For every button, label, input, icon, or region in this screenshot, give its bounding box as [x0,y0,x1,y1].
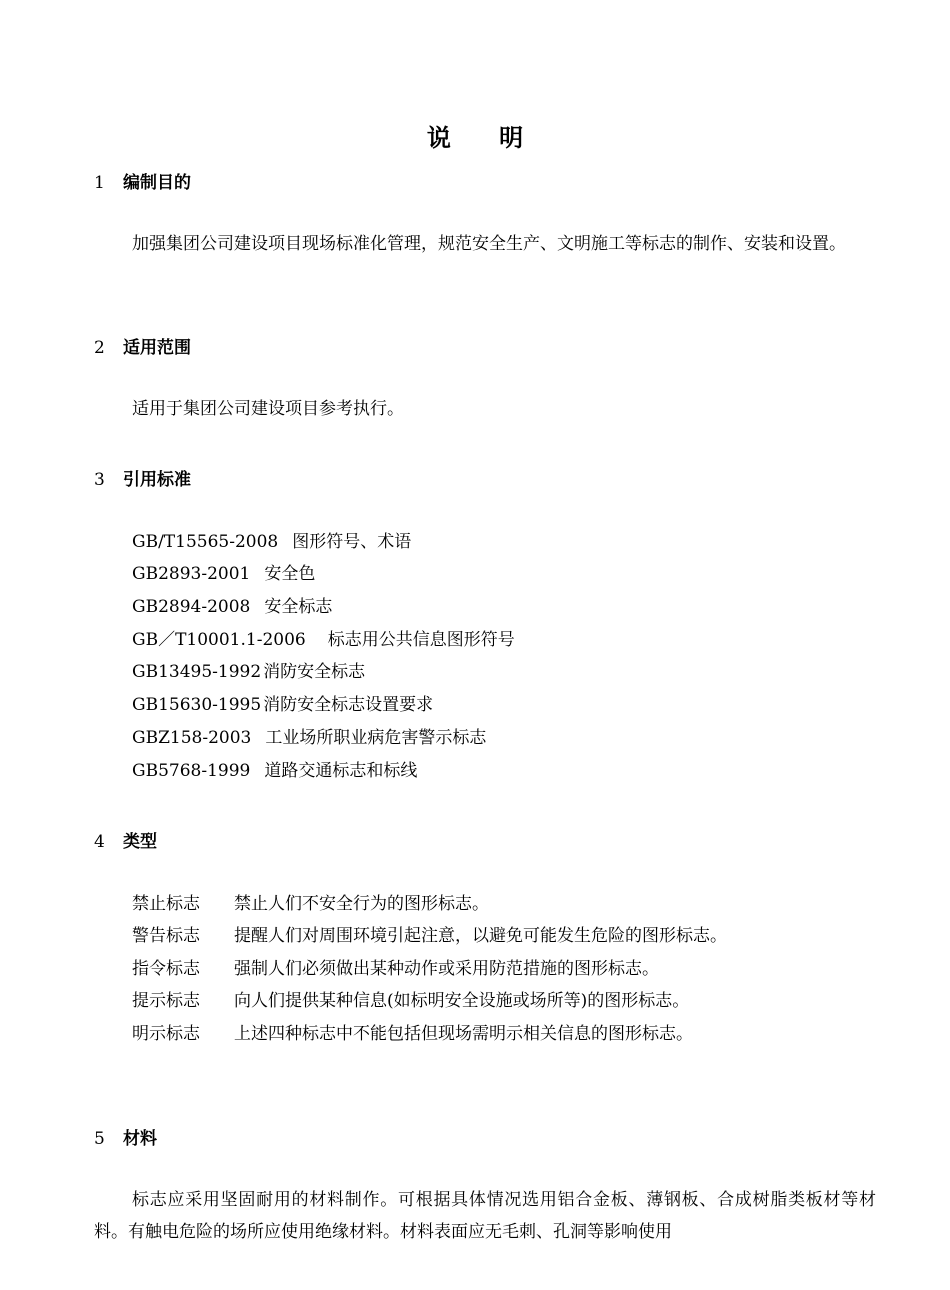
standard-name: 安全标志 [264,597,333,617]
section-heading-1 [94,168,191,193]
type-name: 警告标志 [132,926,200,946]
type-name: 提示标志 [132,991,200,1011]
section-heading-5 [94,1124,157,1149]
type-name: 禁止标志 [132,894,200,914]
type-description: 向人们提供某种信息(如标明安全设施或场所等)的图形标志。 [234,991,690,1011]
section-title: 引用标准 [123,470,191,490]
section-heading-3 [94,465,191,490]
standard-item [132,722,486,754]
type-item [132,953,659,985]
section-number: 4 [94,832,105,852]
standard-item [132,656,365,688]
standard-item [132,755,417,787]
standard-name: 道路交通标志和标线 [264,761,418,781]
type-item [132,985,689,1017]
type-name: 明示标志 [132,1024,200,1044]
standard-name: 消防安全标志设置要求 [263,695,434,715]
section-heading-4 [94,827,157,852]
standard-code: GB／T10001.1-2006 [132,630,306,650]
section-heading-2 [94,333,191,358]
type-description: 提醒人们对周围环境引起注意，以避免可能发生危险的图形标志。 [234,926,727,946]
type-description: 强制人们必须做出某种动作或采用防范措施的图形标志。 [234,959,659,979]
standard-name: 标志用公共信息图形符号 [327,630,515,650]
standard-item [132,591,332,623]
standard-code: GBZ158-2003 [132,728,252,748]
standard-code: GB5768-1999 [132,761,251,781]
page-title: 说 明 [426,124,544,152]
type-item [132,888,489,920]
standard-name: 工业场所职业病危害警示标志 [265,728,487,748]
standard-item [132,526,411,558]
standard-code: GB/T15565-2008 [132,532,279,552]
standard-item [132,624,515,656]
standard-name: 消防安全标志 [263,662,366,682]
standard-code: GB13495-1992 [132,662,262,682]
standard-item [132,558,315,590]
standard-name: 图形符号、术语 [292,532,412,552]
type-description: 禁止人们不安全行为的图形标志。 [234,894,489,914]
scope-paragraph: 适用于集团公司建设项目参考执行。 [132,399,404,419]
type-item [132,920,727,952]
section-number: 1 [94,173,105,193]
standard-code: GB2894-2008 [132,597,251,617]
material-paragraph: 标志应采用坚固耐用的材料制作。可根据具体情况选用铝合金板、薄钢板、合成树脂类板材等材料。有触电危险的场所应使用绝缘材料。材料表面应无毛刺、孔洞等影响使用 [94,1190,876,1242]
section-title: 适用范围 [123,338,191,358]
type-name: 指令标志 [132,959,200,979]
section-number: 2 [94,338,105,358]
section-title: 类型 [123,832,157,852]
section-title: 材料 [123,1129,157,1149]
section-number: 3 [94,470,105,490]
purpose-paragraph: 加强集团公司建设项目现场标准化管理，规范安全生产、文明施工等标志的制作、安装和设置。 [132,234,846,254]
section-title: 编制目的 [123,173,191,193]
standard-item [132,689,433,721]
standard-name: 安全色 [264,564,316,584]
type-item [132,1018,693,1050]
type-description: 上述四种标志中不能包括但现场需明示相关信息的图形标志。 [234,1024,693,1044]
standard-code: GB2893-2001 [132,564,251,584]
standard-code: GB15630-1995 [132,695,262,715]
section-number: 5 [94,1129,105,1149]
